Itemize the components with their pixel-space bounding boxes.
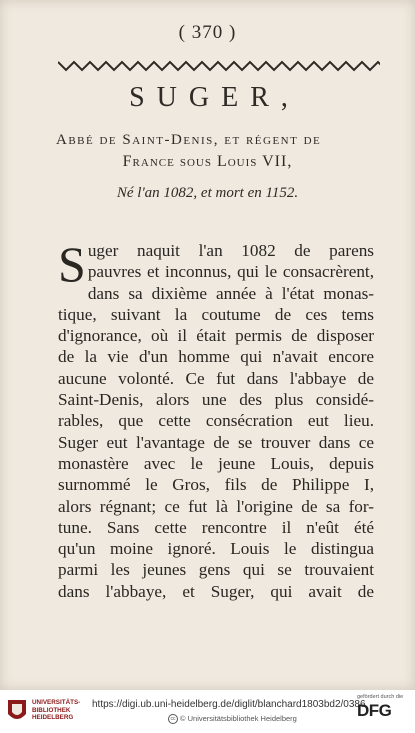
- page-number: ( 370 ): [178, 22, 237, 43]
- decorative-rule: [58, 58, 380, 74]
- dates-line: Né l'an 1082, et mort en 1152.: [116, 185, 299, 201]
- creative-commons-icon: cc: [168, 714, 178, 724]
- seal-icon: [6, 698, 28, 724]
- text-line: aucune volonté. Ce fut dans l'abbaye de: [58, 368, 374, 388]
- text-line: dans l'abbaye, et Suger, qui avait de: [58, 581, 374, 601]
- text-line: rables, que cette consécration eut lieu.: [58, 411, 374, 431]
- text-line: tune. Sans cette rencontre il n'eût été: [58, 517, 374, 537]
- text-line: surnommé le Gros, fils de Philippe I,: [58, 475, 374, 495]
- dfg-logo[interactable]: [357, 694, 407, 730]
- subtitle-line-2: France sous Louis VII,: [122, 153, 293, 170]
- library-name: UNIVERSITÄTS- BIBLIOTHEK HEIDELBERG: [32, 699, 81, 722]
- text-line: monastère avec le jeune Louis, depuis: [58, 453, 374, 473]
- text-line: pauvres et inconnus, qui le consacrèrent,: [87, 262, 374, 282]
- text-line: alors régnant; ce fut là l'origine de sa for-: [58, 496, 374, 516]
- library-logo[interactable]: [6, 698, 86, 728]
- drop-cap: S: [58, 236, 86, 292]
- text-line: d'ignorance, où il était permis de disposer: [58, 326, 374, 346]
- text-line: uger naquit l'an 1082 de parens: [87, 241, 374, 260]
- text-line: parmi les jeunes gens qui se trouvaient: [58, 560, 374, 580]
- text-line: tique, suivant la coutume de ces tems: [58, 304, 374, 324]
- dfg-wordmark: DFG: [357, 701, 392, 720]
- subtitle-line-1: Abbé de Saint-Denis, et régent de: [56, 132, 322, 148]
- license-text: © Universitätsbibliothek Heidelberg: [180, 714, 297, 723]
- page-title: SUGER,: [129, 82, 300, 113]
- source-url-link[interactable]: https://digi.ub.uni-heidelberg.de/diglit/blanchard1803bd2/0386: [92, 699, 366, 710]
- dfg-caption: gefördert durch die: [357, 694, 404, 700]
- text-line: dans sa dixième année à l'état monas-: [87, 283, 374, 303]
- text-line: Saint-Denis, alors une des plus considé-: [58, 390, 374, 410]
- text-line: qu'un moine ignoré. Louis le distingua: [58, 539, 374, 559]
- viewer-footer: [0, 690, 415, 733]
- text-line: Suger eut l'avantage de se trouver dans ce: [58, 432, 374, 452]
- text-line: de la vie d'un homme qui n'avait encore: [58, 347, 374, 367]
- body-text: [58, 236, 374, 602]
- license-notice: [168, 714, 297, 724]
